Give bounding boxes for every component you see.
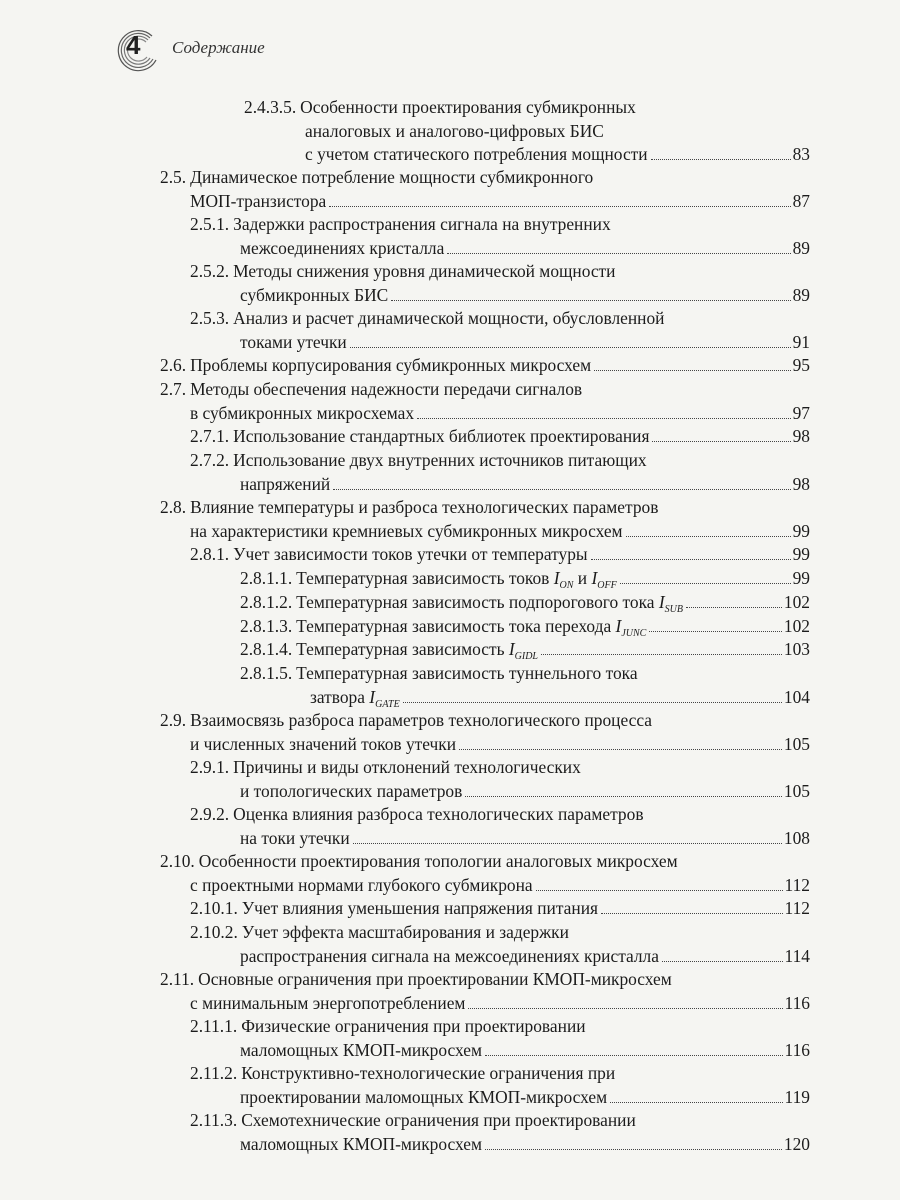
toc-page-number: 99 [792,520,810,541]
toc-entry[interactable] [190,213,810,260]
toc-entry-number: 2.7. [160,379,187,399]
toc-entry-last-line [190,1133,810,1157]
toc-dot-leader [485,1133,782,1150]
toc-page-number: 120 [783,1133,810,1154]
toc-dot-leader [620,567,791,584]
toc-entry-number: 2.5.2. [190,261,230,281]
toc-entry[interactable] [240,591,810,615]
toc-entry[interactable] [190,425,810,449]
toc-entry[interactable] [190,897,810,921]
toc-entry-title: распространения сигнала на межсоединениях кристалла [240,945,659,966]
toc-entry-last-line [190,897,810,921]
toc-page-number: 108 [783,827,810,848]
toc-dot-leader [333,473,790,490]
toc-page-number: 103 [783,639,810,659]
toc-entry-title: Оценка влияния разброса технологических параметров [233,804,644,824]
toc-entry[interactable] [240,615,810,639]
toc-entry-title: с учетом статического потребления мощности [305,144,648,164]
toc-page-number: 83 [792,144,810,164]
toc-entry-last-line [190,1039,810,1063]
toc-page-number: 112 [784,898,810,918]
toc-entry-title: Использование стандартных библиотек проектирования [233,426,650,446]
toc-entry-title: и топологических параметров [240,780,463,801]
toc-entry-title: маломощных КМОП-микросхем [240,1039,482,1060]
toc-entry-last-line [240,615,810,639]
toc-dot-leader [417,402,791,419]
toc-entry-line [160,496,810,520]
toc-entry-title: Задержки распространения сигнала на внутренних [233,214,611,234]
toc-entry[interactable] [240,662,810,709]
toc-entry-last-line [190,331,810,355]
toc-entry-title: Температурная зависимость туннельного тока [296,663,638,683]
toc-entry-line [244,120,810,144]
toc-entry[interactable] [160,378,810,425]
toc-dot-leader [447,237,790,254]
toc-entry-number: 2.8.1. [190,544,230,564]
toc-entry-title: Температурная зависимость тока перехода $I_{JUNC}$ [296,616,647,639]
toc-entry-number: 2.7.2. [190,450,230,470]
toc-page-number: 97 [792,402,810,423]
toc-entry-last-line [190,473,810,497]
toc-page-number: 116 [784,1039,810,1060]
toc-entry-title: проектировании маломощных КМОП-микросхем [240,1086,608,1107]
toc-entry-title: Влияние температуры и разброса технологических параметров [190,497,659,517]
toc-entry-last-line [190,425,810,449]
toc-entry-title: Использование двух внутренних источников питающих [233,450,647,470]
toc-entry-number: 2.4.3.5. [244,97,297,117]
toc-entry[interactable] [190,921,810,968]
toc-entry[interactable] [190,260,810,307]
page-number: 4 [126,30,141,60]
toc-entry-number: 2.11.3. [190,1110,238,1130]
toc-dot-leader [651,143,791,160]
toc-entry-title: Учет эффекта масштабирования и задержки [241,922,569,942]
toc-entry-number: 2.10. [160,851,195,871]
toc-entry-last-line [160,402,810,426]
toc-entry-line [190,307,810,331]
toc-entry[interactable] [190,1062,810,1109]
toc-dot-leader [485,1039,783,1056]
toc-entry-title: Взаимосвязь разброса параметров технологического процесса [190,710,652,730]
toc-dot-leader [329,190,790,207]
toc-page-number: 98 [792,426,810,446]
toc-entry-number: 2.9.1. [190,757,230,777]
toc-entry-last-line [160,874,810,898]
toc-page-number: 119 [784,1086,810,1107]
toc-entry-title: Учет зависимости токов утечки от температуры [233,544,588,564]
toc-entry[interactable] [190,307,810,354]
toc-entry[interactable] [244,96,810,167]
toc-entry-last-line [190,284,810,308]
toc-page-number: 89 [792,284,810,305]
toc-entry-last-line [240,638,810,662]
toc-entry-number: 2.8.1.4. [240,639,293,659]
toc-entry-title: Методы снижения уровня динамической мощности [233,261,616,281]
toc-page-number: 99 [792,544,810,564]
toc-entry[interactable] [190,803,810,850]
toc-entry-number: 2.8.1.5. [240,663,293,683]
toc-entry-title: субмикронных БИС [240,284,389,305]
toc-entry-number: 2.9.2. [190,804,230,824]
toc-entry-line [190,213,810,237]
toc-entry-line [190,1062,810,1086]
toc-entry-last-line [160,733,810,757]
toc-entry-line [244,96,810,120]
toc-entry-last-line [190,543,810,567]
toc-entry[interactable] [160,850,810,897]
toc-page-number: 102 [783,592,810,612]
toc-page-number: 99 [792,568,810,588]
toc-dot-leader [350,331,791,348]
toc-page-number: 98 [792,473,810,494]
running-title: Содержание [172,38,265,57]
toc-dot-leader [403,686,782,703]
toc-entry-last-line [160,992,810,1016]
toc-page-number: 104 [783,686,810,707]
toc-entry[interactable] [160,166,810,213]
toc-entry-title: напряжений [240,473,331,494]
toc-entry-number: 2.8.1.2. [240,592,293,612]
toc-entry-line [160,166,810,190]
toc-entry-line [190,803,810,827]
toc-page-number: 114 [784,945,810,966]
toc-dot-leader [459,733,782,750]
toc-entry-last-line [190,780,810,804]
toc-entry-title: Температурная зависимость подпорогового тока $I_{SUB}$ [296,592,683,615]
toc-entry-number: 2.5.3. [190,308,230,328]
toc-entry-title: маломощных КМОП-микросхем [240,1133,482,1154]
toc-entry-line [160,709,810,733]
toc-entry-title: затвора $I_{GATE}$ [310,686,400,710]
toc-page-number: 87 [792,190,810,211]
toc-entry-last-line [240,686,810,710]
toc-entry-title: Методы обеспечения надежности передачи сигналов [190,379,583,399]
toc-entry-last-line [240,567,810,591]
toc-entry-title: Особенности проектирования субмикронных [300,97,636,117]
toc-entry-number: 2.8. [160,497,187,517]
toc-entry-number: 2.10.1. [190,898,238,918]
toc-entry-number: 2.8.1.3. [240,616,293,636]
toc-dot-leader [652,425,790,442]
toc-entry-line [160,968,810,992]
toc-entry[interactable] [160,496,810,543]
toc-dot-leader [391,284,790,301]
toc-entry-last-line [190,1086,810,1110]
toc-entry-line [160,850,810,874]
toc-entry-title: Причины и виды отклонений технологических [233,757,581,777]
toc-entry-number: 2.11. [160,969,195,989]
toc-entry-title: Динамическое потребление мощности субмикронного [190,167,594,187]
toc-page-number: 102 [783,616,810,636]
toc-entry-title: Учет влияния уменьшения напряжения питания [241,898,598,918]
toc-dot-leader [626,520,791,537]
toc-dot-leader [649,615,782,632]
toc-dot-leader [686,591,782,608]
toc-dot-leader [536,874,783,891]
toc-entry-last-line [160,354,810,378]
toc-entry-title: Основные ограничения при проектировании КМОП-микросхем [198,969,672,989]
toc-entry[interactable] [160,968,810,1015]
toc-page-number: 91 [792,331,810,352]
toc-dot-leader [594,354,790,371]
toc-entry-last-line [240,591,810,615]
toc-dot-leader [662,945,783,962]
toc-entry-title: в субмикронных микросхемах [190,402,415,423]
toc-entry-number: 2.6. [160,355,187,375]
toc-entry-number: 2.8.1.1. [240,568,293,588]
toc-dot-leader [353,827,782,844]
toc-dot-leader [591,543,791,560]
toc-entry[interactable] [240,567,810,591]
toc-entry-title: Физические ограничения при проектировании [241,1016,586,1036]
toc-page-number: 112 [784,874,810,895]
toc-entry[interactable] [190,756,810,803]
toc-entry-title: межсоединениях кристалла [240,237,445,258]
toc-entry-last-line [190,237,810,261]
toc-dot-leader [465,780,782,797]
toc-entry-line [190,260,810,284]
toc-entry-line [160,378,810,402]
toc-entry-line [190,449,810,473]
toc-entry-last-line [244,143,810,167]
toc-entry-last-line [190,827,810,851]
toc-entry[interactable] [160,709,810,756]
toc-entry-title: Проблемы корпусирования субмикронных микросхем [190,355,592,375]
toc-entry-line [190,756,810,780]
toc-dot-leader [601,897,783,914]
toc-entry-title: Схемотехнические ограничения при проектировании [241,1110,636,1130]
toc-entry-title: на токи утечки [240,827,350,848]
toc-entry-number: 2.9. [160,710,187,730]
toc-entry-last-line [190,945,810,969]
toc-entry-number: 2.5.1. [190,214,230,234]
toc-page-number: 95 [792,355,810,375]
toc-entry-title: Температурная зависимость $I_{GIDL}$ [296,639,538,662]
toc-dot-leader [610,1086,782,1103]
toc-entry-last-line [160,190,810,214]
toc-entry[interactable] [190,1015,810,1062]
toc-dot-leader [468,992,782,1009]
toc-entry-title: Особенности проектирования топологии аналоговых микросхем [198,851,678,871]
toc-page-number: 116 [784,992,810,1013]
toc-entry[interactable] [190,1109,810,1156]
toc-entry-title: с проектными нормами глубокого субмикрона [190,874,533,895]
toc-page-number: 105 [783,733,810,754]
toc-entry-last-line [160,520,810,544]
toc-entry[interactable] [240,638,810,662]
toc-entry-number: 2.7.1. [190,426,230,446]
toc-entry[interactable] [190,449,810,496]
toc-page-number: 89 [792,237,810,258]
toc-entry-title: Температурная зависимость токов $I_{ON}$ и $I_{OFF}$ [296,568,617,591]
toc-entry-title: токами утечки [240,331,347,352]
toc-entry-number: 2.5. [160,167,187,187]
toc-entry-title: на характеристики кремниевых субмикронных микросхем [190,520,623,541]
toc-entry-number: 2.11.1. [190,1016,238,1036]
toc-entry-title: аналоговых и аналогово-цифровых БИС [305,120,604,141]
toc-entry-title: и численных значений токов утечки [190,733,457,754]
toc-entry-title: МОП-транзистора [190,190,327,211]
toc-dot-leader [541,638,782,655]
toc-entry-line [190,921,810,945]
toc-entry[interactable] [190,543,810,567]
toc-entry-number: 2.10.2. [190,922,238,942]
toc-page-number: 105 [783,780,810,801]
toc-entry-line [190,1109,810,1133]
toc-entry-number: 2.11.2. [190,1063,238,1083]
toc-entry-line [190,1015,810,1039]
toc-entry-title: Конструктивно-технологические ограничения при [241,1063,616,1083]
toc-entry-title: Анализ и расчет динамической мощности, обусловленной [233,308,665,328]
toc-entry-title: с минимальным энергопотреблением [190,992,466,1013]
toc-entry-line [240,662,810,686]
toc-entry[interactable] [160,354,810,378]
